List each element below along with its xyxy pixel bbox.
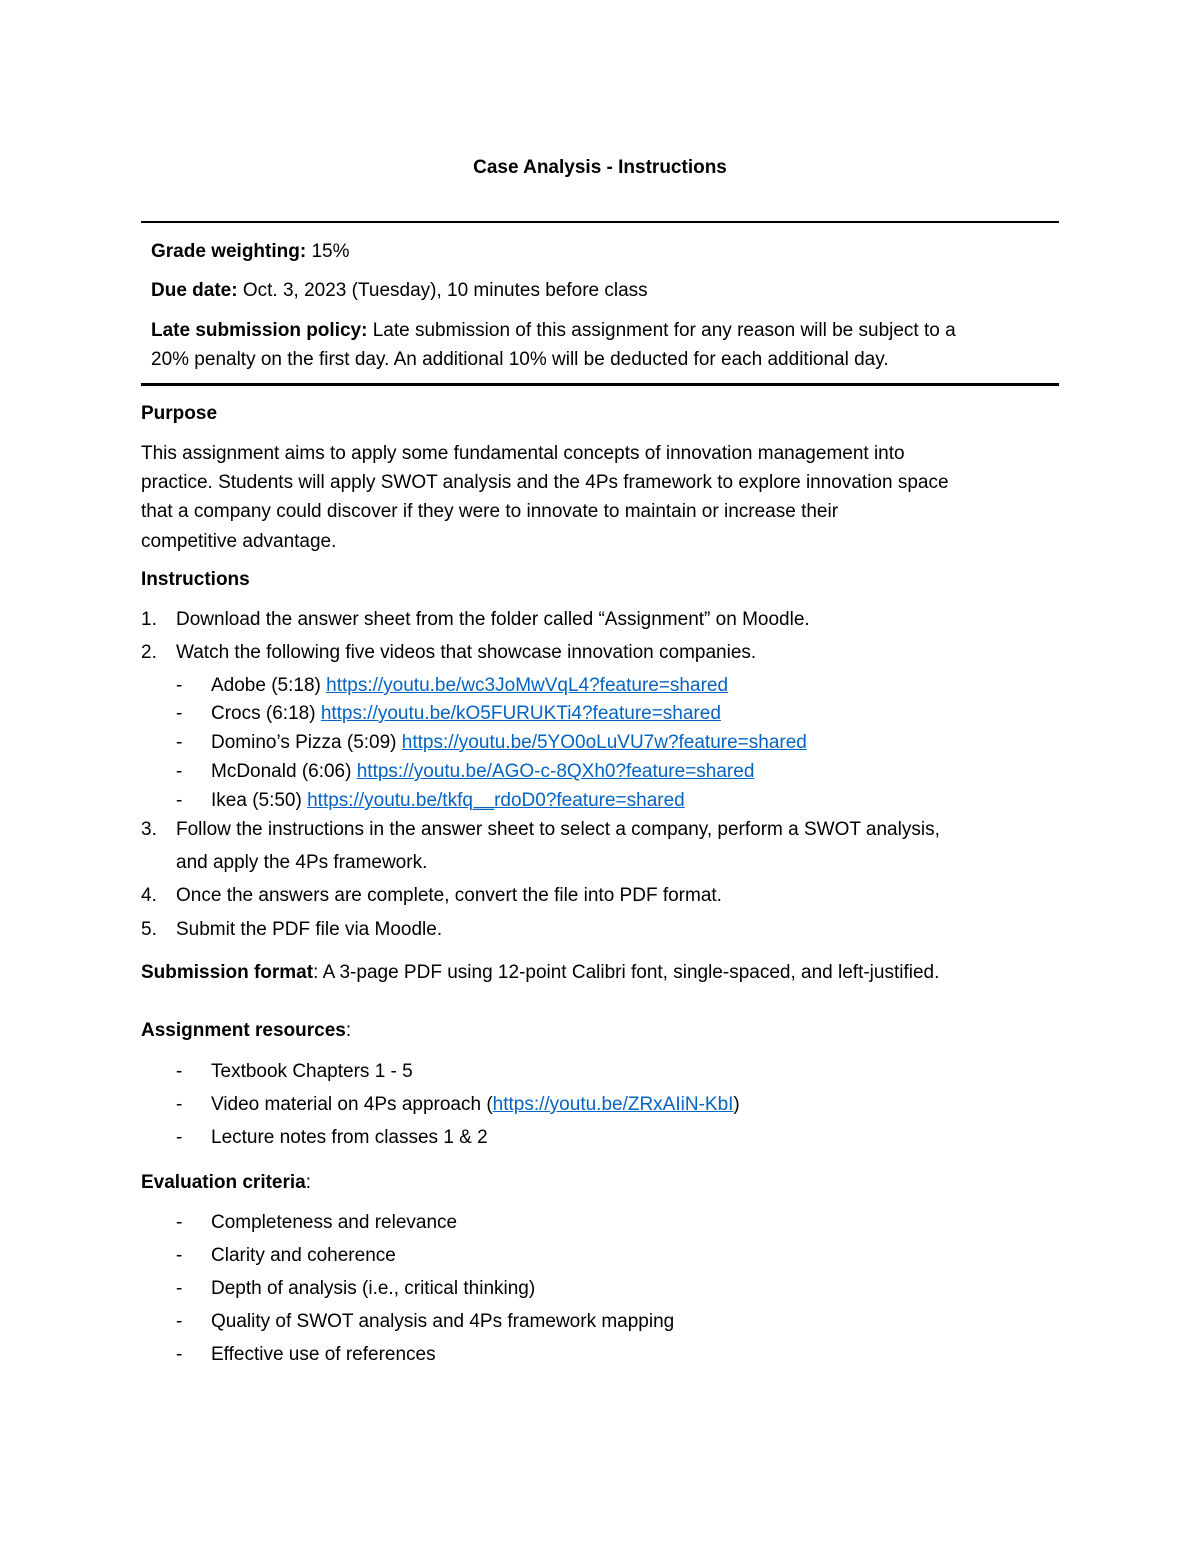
purpose-heading: Purpose — [141, 403, 218, 424]
evaluation-heading — [141, 1170, 311, 1196]
video-link[interactable]: https://youtu.be/wc3JoMwVqL4?feature=shared — [326, 675, 729, 696]
bullet-dash: - — [176, 703, 183, 724]
step-text: and apply the 4Ps framework. — [176, 852, 428, 873]
evaluation-text: Clarity and coherence — [211, 1245, 396, 1266]
late-policy-label: Late submission policy: — [151, 320, 368, 341]
step-number: 2. — [141, 642, 157, 663]
submission-format — [141, 958, 939, 987]
step-text: Watch the following five videos that showcase innovation companies. — [176, 642, 757, 663]
video-label: Domino’s Pizza (5:09) — [211, 732, 402, 753]
evaluation-text: Depth of analysis (i.e., critical thinking) — [211, 1278, 536, 1299]
bullet-dash: - — [176, 1212, 183, 1233]
submission-format-label: Submission format — [141, 962, 314, 983]
evaluation-text: Completeness and relevance — [211, 1212, 458, 1233]
step-number: 3. — [141, 819, 157, 840]
resource-text: Video material on 4Ps approach ( — [211, 1094, 493, 1115]
due-date-value: Oct. 3, 2023 (Tuesday), 10 minutes before class — [237, 280, 648, 301]
divider-bottom — [141, 383, 1059, 386]
bullet-dash: - — [176, 1094, 183, 1115]
resource-text-after: ) — [733, 1094, 740, 1115]
resources-heading-text: Assignment resources — [141, 1020, 346, 1041]
page-title: Case Analysis - Instructions — [473, 157, 727, 178]
video-link[interactable]: https://youtu.be/kO5FURUKTi4?feature=shared — [320, 703, 721, 724]
late-policy-line1 — [151, 316, 956, 346]
step-number: 4. — [141, 885, 157, 906]
resources-heading-colon: : — [345, 1020, 352, 1041]
video-entry — [211, 730, 807, 756]
video-label: Crocs (6:18) — [211, 703, 321, 724]
bullet-dash: - — [176, 732, 183, 753]
evaluation-heading-colon: : — [305, 1172, 312, 1193]
resource-text: Lecture notes from classes 1 & 2 — [211, 1127, 488, 1148]
late-policy-text: Late submission of this assignment for any reason will be subject to a — [367, 320, 956, 341]
video-entry — [211, 788, 685, 814]
video-link[interactable]: https://youtu.be/5YO0oLuVU7w?feature=shared — [401, 732, 807, 753]
bullet-dash: - — [176, 761, 183, 782]
step-number: 5. — [141, 919, 157, 940]
resource-entry — [211, 1092, 740, 1118]
video-link[interactable]: https://youtu.be/AGO-c-8QXh0?feature=shared — [356, 761, 755, 782]
video-label: Adobe (5:18) — [211, 675, 327, 696]
resource-text: Textbook Chapters 1 - 5 — [211, 1061, 413, 1082]
step-text: Follow the instructions in the answer sheet to select a company, perform a SWOT analysis, — [176, 819, 940, 840]
late-policy-line2: 20% penalty on the first day. An additional 10% will be deducted for each additional day. — [151, 349, 889, 370]
bullet-dash: - — [176, 1061, 183, 1082]
grade-weighting-label: Grade weighting: — [151, 241, 307, 262]
purpose-line: This assignment aims to apply some fundamental concepts of innovation management into — [141, 443, 905, 464]
evaluation-text: Quality of SWOT analysis and 4Ps framework mapping — [211, 1311, 675, 1332]
video-entry — [211, 673, 728, 699]
divider-top — [141, 221, 1059, 223]
step-number: 1. — [141, 609, 157, 630]
bullet-dash: - — [176, 1344, 183, 1365]
bullet-dash: - — [176, 1127, 183, 1148]
due-date — [151, 276, 648, 306]
due-date-label: Due date: — [151, 280, 238, 301]
evaluation-text: Effective use of references — [211, 1344, 436, 1365]
purpose-line: competitive advantage. — [141, 531, 337, 552]
purpose-line: that a company could discover if they were to innovate to maintain or increase their — [141, 501, 839, 522]
grade-weighting-value: 15% — [306, 241, 350, 262]
bullet-dash: - — [176, 790, 183, 811]
bullet-dash: - — [176, 1245, 183, 1266]
bullet-dash: - — [176, 1278, 183, 1299]
resource-link[interactable]: https://youtu.be/ZRxAIiN-KbI — [492, 1094, 734, 1115]
submission-format-text: : A 3-page PDF using 12-point Calibri font, single-spaced, and left-justified. — [313, 962, 940, 983]
step-text: Once the answers are complete, convert the file into PDF format. — [176, 885, 722, 906]
purpose-line: practice. Students will apply SWOT analysis and the 4Ps framework to explore innovation space — [141, 472, 949, 493]
resources-heading — [141, 1018, 351, 1044]
instructions-heading: Instructions — [141, 569, 250, 590]
grade-weighting — [151, 237, 350, 267]
step-text: Download the answer sheet from the folder called “Assignment” on Moodle. — [176, 609, 810, 630]
video-entry — [211, 759, 754, 785]
video-label: McDonald (6:06) — [211, 761, 357, 782]
video-entry — [211, 701, 721, 727]
bullet-dash: - — [176, 675, 183, 696]
evaluation-heading-text: Evaluation criteria — [141, 1172, 306, 1193]
video-link[interactable]: https://youtu.be/tkfq__rdoD0?feature=shared — [307, 790, 685, 811]
bullet-dash: - — [176, 1311, 183, 1332]
step-text: Submit the PDF file via Moodle. — [176, 919, 443, 940]
video-label: Ikea (5:50) — [211, 790, 308, 811]
